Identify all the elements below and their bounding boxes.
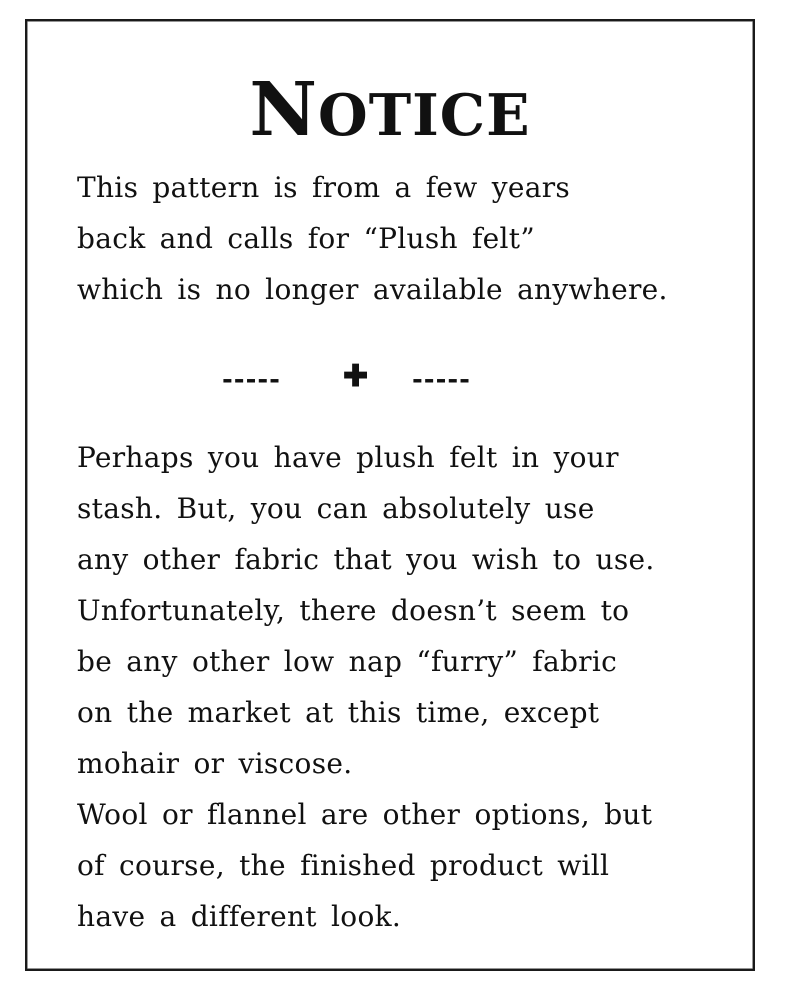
paragraph-2-line-9: of course, the finished product will: [77, 849, 610, 882]
notice-frame: [25, 19, 755, 971]
paragraph-2-line-8: Wool or flannel are other options, but: [77, 798, 653, 831]
paragraph-1-line-1: This pattern is from a few years: [77, 171, 571, 204]
paragraph-1-line-2: back and calls for “Plush felt”: [77, 222, 535, 255]
cross-icon: ✚: [343, 359, 369, 394]
notice-title-rest: OTICE: [318, 82, 531, 149]
paragraph-2-line-6: on the market at this time, except: [77, 696, 600, 729]
divider-dashes-left: -----: [222, 365, 281, 395]
divider-dashes-right: -----: [412, 365, 471, 395]
paragraph-2-line-4: Unfortunately, there doesn’t seem to: [77, 594, 630, 627]
paragraph-2-line-5: be any other low nap “furry” fabric: [77, 645, 618, 678]
paragraph-2-line-7: mohair or viscose.: [77, 747, 353, 780]
notice-title: [27, 67, 753, 153]
notice-title-initial: N: [249, 67, 319, 153]
paragraph-2-line-3: any other fabric that you wish to use.: [77, 543, 655, 576]
paragraph-2-line-10: have a different look.: [77, 900, 402, 933]
section-divider: [27, 359, 753, 395]
paragraph-2-line-2: stash. But, you can absolutely use: [77, 492, 595, 525]
paragraph-2-line-1: Perhaps you have plush felt in your: [77, 441, 619, 474]
paragraph-1-line-3: which is no longer available anywhere.: [77, 273, 668, 306]
